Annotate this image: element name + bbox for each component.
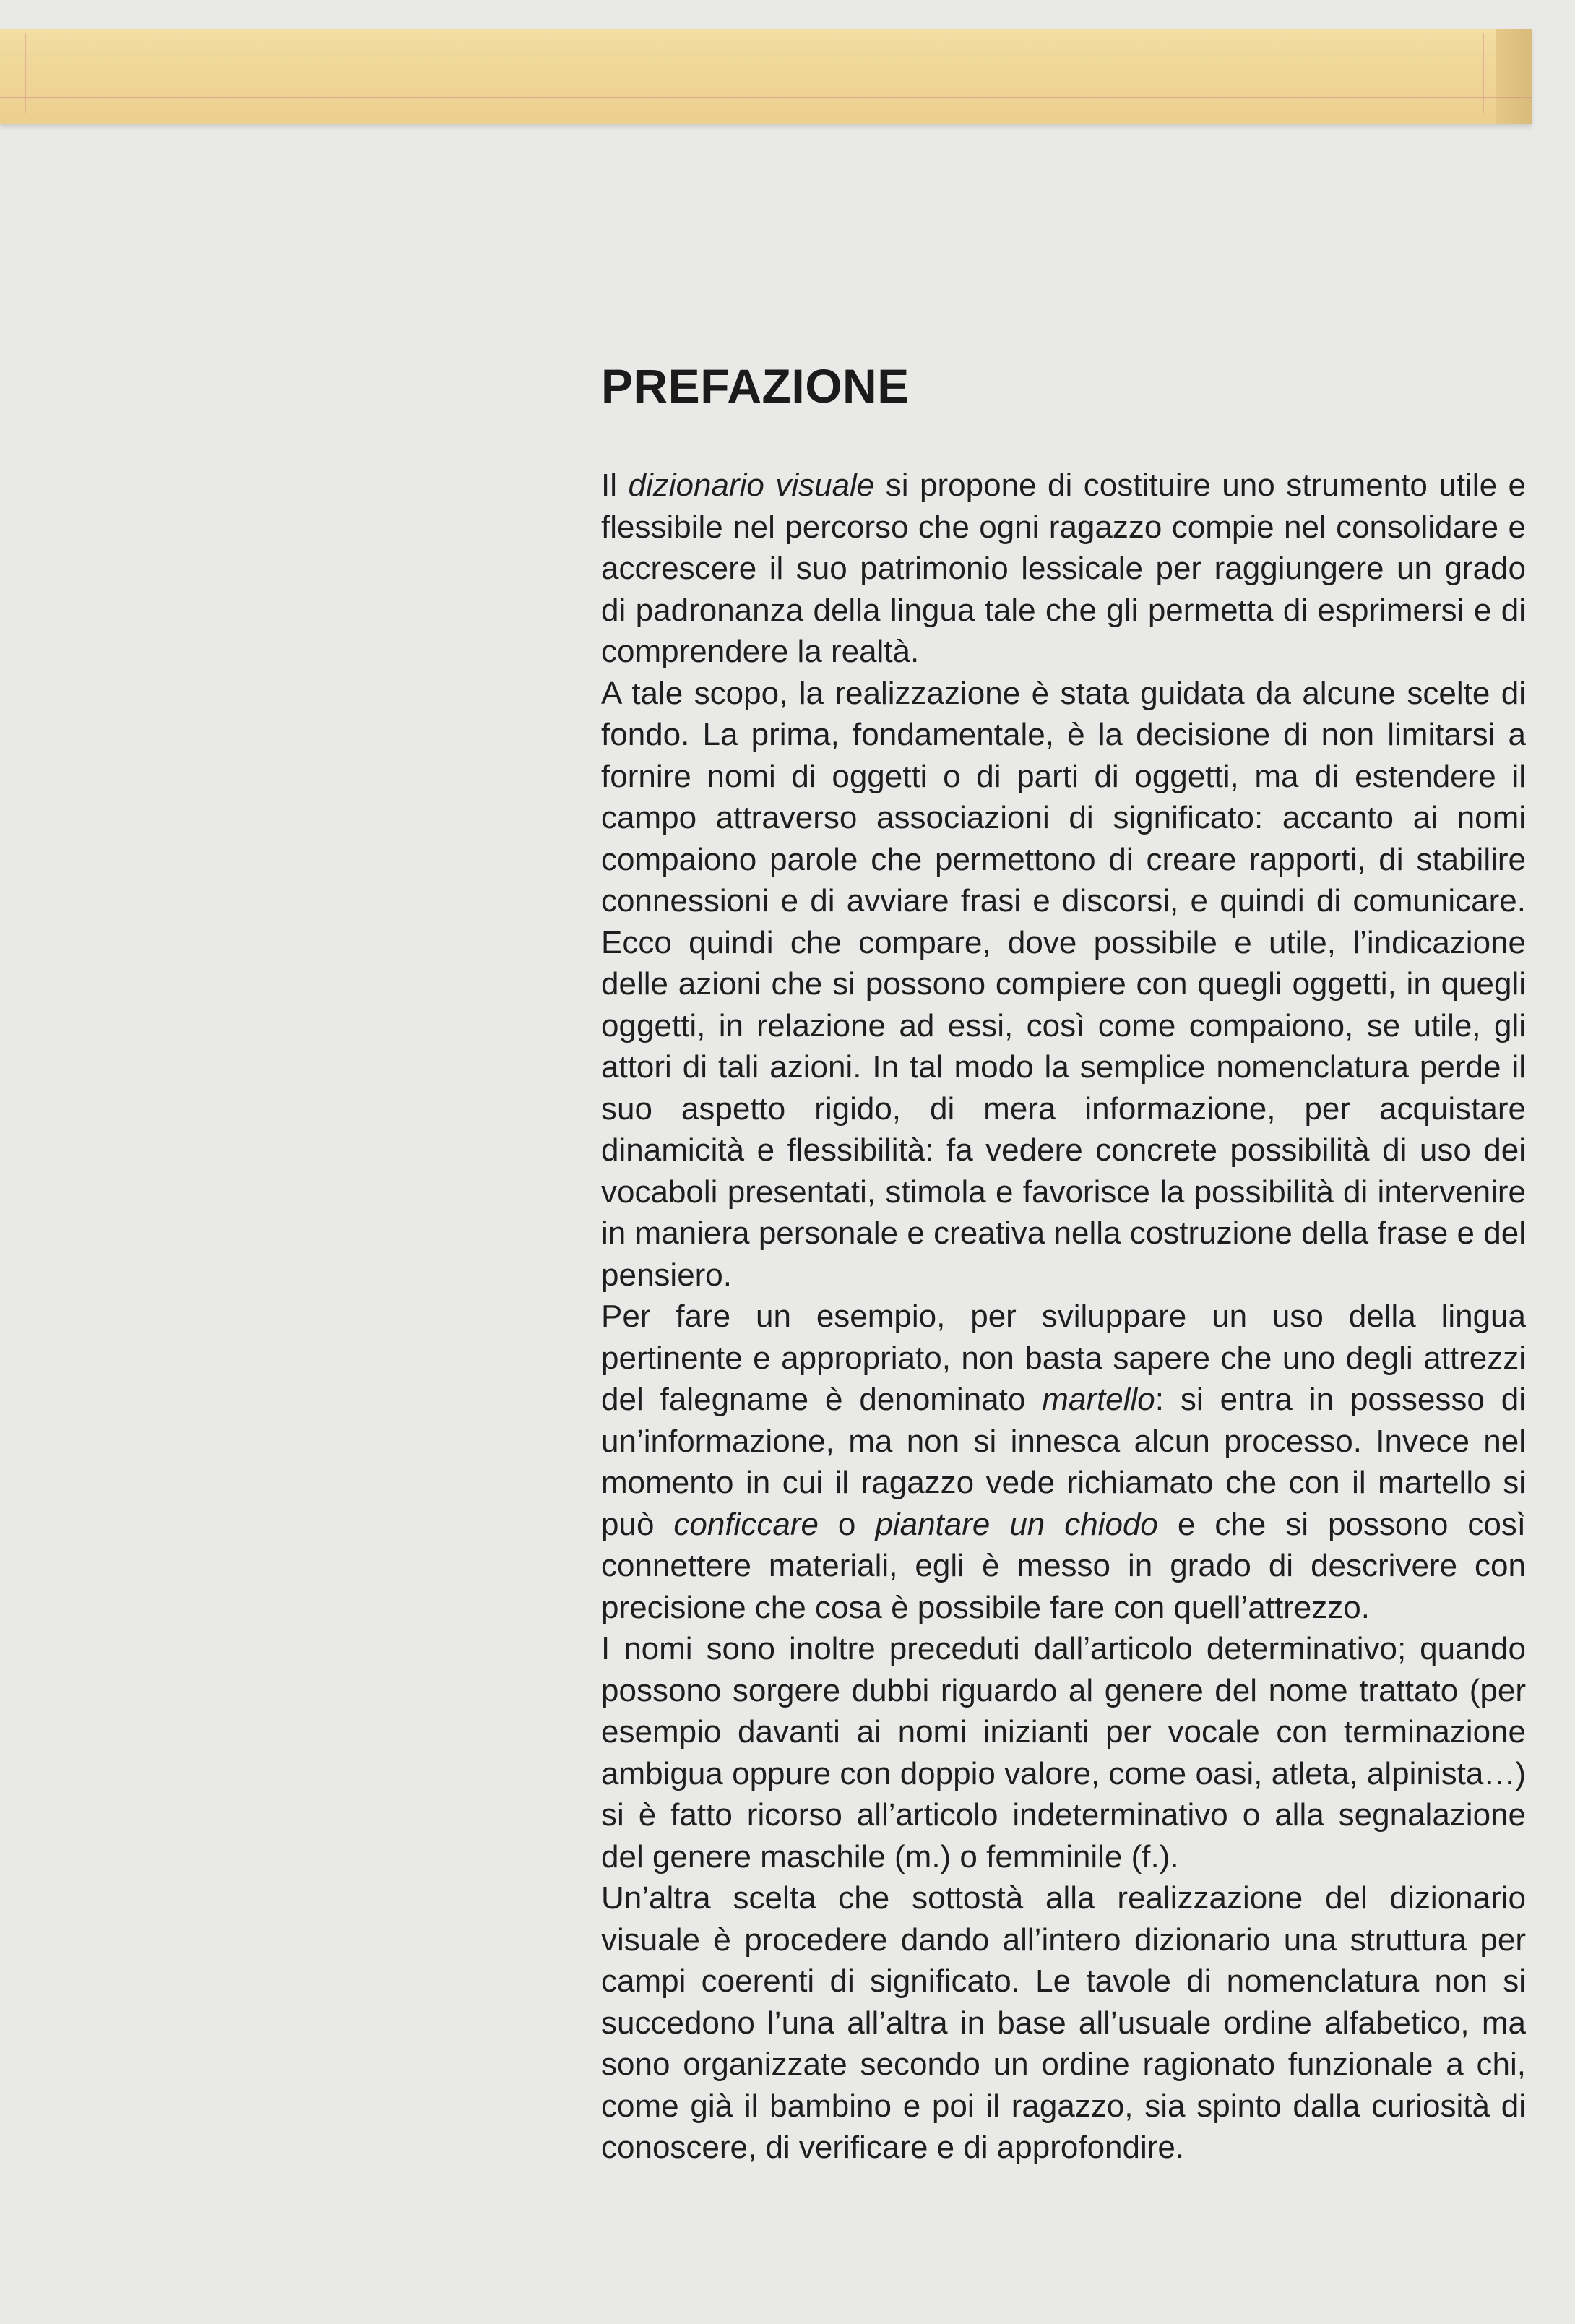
italic-term: conficcare	[673, 1506, 819, 1542]
preface-paragraph	[601, 465, 1526, 673]
text-run: e che si possono così connettere materiali, egli è messo in grado di descrivere con precisione che cosa è possibile fare con quell’attrezzo.	[601, 1506, 1527, 1625]
header-band-tick-right	[1483, 33, 1484, 113]
preface-paragraph	[601, 1877, 1526, 2169]
text-run: A tale scopo, la realizzazione è stata guidata da alcune scelte di fondo. La prima, fondamentale, è la decisione di non limitarsi a fornire nomi di oggetti o di parti di oggetti, ma di estendere il campo attraverso associazioni di significato: accanto ai nomi compaiono parole che permettono di creare rapporti, di stabilire connessioni e di avviare frasi e discorsi, e quindi di comunicare. Ecco quindi che compare, dove possibile e utile, l’indicazione delle azioni che si possono compiere con quegli oggetti, in quegli oggetti, in relazione ad essi, così come compaiono, se utile, gli attori di tali azioni. In tal modo la semplice nomenclatura perde il suo aspetto rigido, di mera informazione, per acquistare dinamicità e flessibilità: fa vedere concrete possibilità di uso dei vocaboli presentati, stimola e favorisce la possibilità di intervenire in maniera personale e creativa nella costruzione della frase e del pensiero.	[601, 675, 1526, 1293]
italic-term: martello	[1042, 1382, 1155, 1418]
italic-term: dizionario visuale	[628, 468, 875, 504]
text-run: Un’altra scelta che sottostà alla realizzazione del dizionario visuale è procedere dando all’intero dizionario una struttura per campi coerenti di significato. Le tavole di nomenclatura non si succedono l’una all’altra in base all’usuale ordine alfabetico, ma sono organizzate secondo un ordine ragionato funzionale a chi, come già il bambino e poi il ragazzo, sia spinto dalla curiosità di conoscere, di verificare e di approfondire.	[601, 1880, 1526, 2166]
text-run: o	[818, 1506, 876, 1542]
preface-body	[601, 465, 1526, 2169]
preface-paragraph	[601, 673, 1526, 1296]
header-band-rule	[0, 97, 1532, 98]
text-run: Per fare un esempio, per sviluppare un uso della lingua pertinente e appropriato, non basta sapere che uno degli attrezzi del falegname è denominato	[601, 1299, 1526, 1418]
preface-paragraph	[601, 1628, 1526, 1877]
preface-section	[601, 361, 1526, 2169]
text-run: I nomi sono inoltre preceduti dall’articolo determinativo; quando possono sorgere dubbi riguardo al genere del nome trattato (per esempio davanti ai nomi inizianti per vocale con terminazione ambigua oppure con doppio valore, come oasi, atleta, alpinista…) si è fatto ricorso all’articolo indeterminativo o alla segnalazione del genere maschile (m.) o femminile (f.).	[601, 1631, 1526, 1875]
text-run: : si entra in possesso di un’informazione, ma non si innesca alcun processo. Invece nel momento in cui il ragazzo vede richiamato che con il martello si può	[601, 1382, 1526, 1542]
page-title: PREFAZIONE	[601, 359, 910, 413]
header-band-tick-left	[25, 33, 26, 113]
decorative-header-band	[0, 29, 1532, 124]
header-band-edge	[1496, 29, 1532, 124]
preface-paragraph	[601, 1296, 1526, 1628]
text-run: Il	[601, 468, 629, 504]
text-run: si propone di costituire uno strumento utile e flessibile nel percorso che ogni ragazzo compie nel consolidare e accrescere il suo patrimonio lessicale per raggiungere un grado di padronanza della lingua tale che gli permetta di esprimersi e di comprendere la realtà.	[601, 468, 1526, 670]
italic-term: piantare un chiodo	[875, 1506, 1158, 1542]
